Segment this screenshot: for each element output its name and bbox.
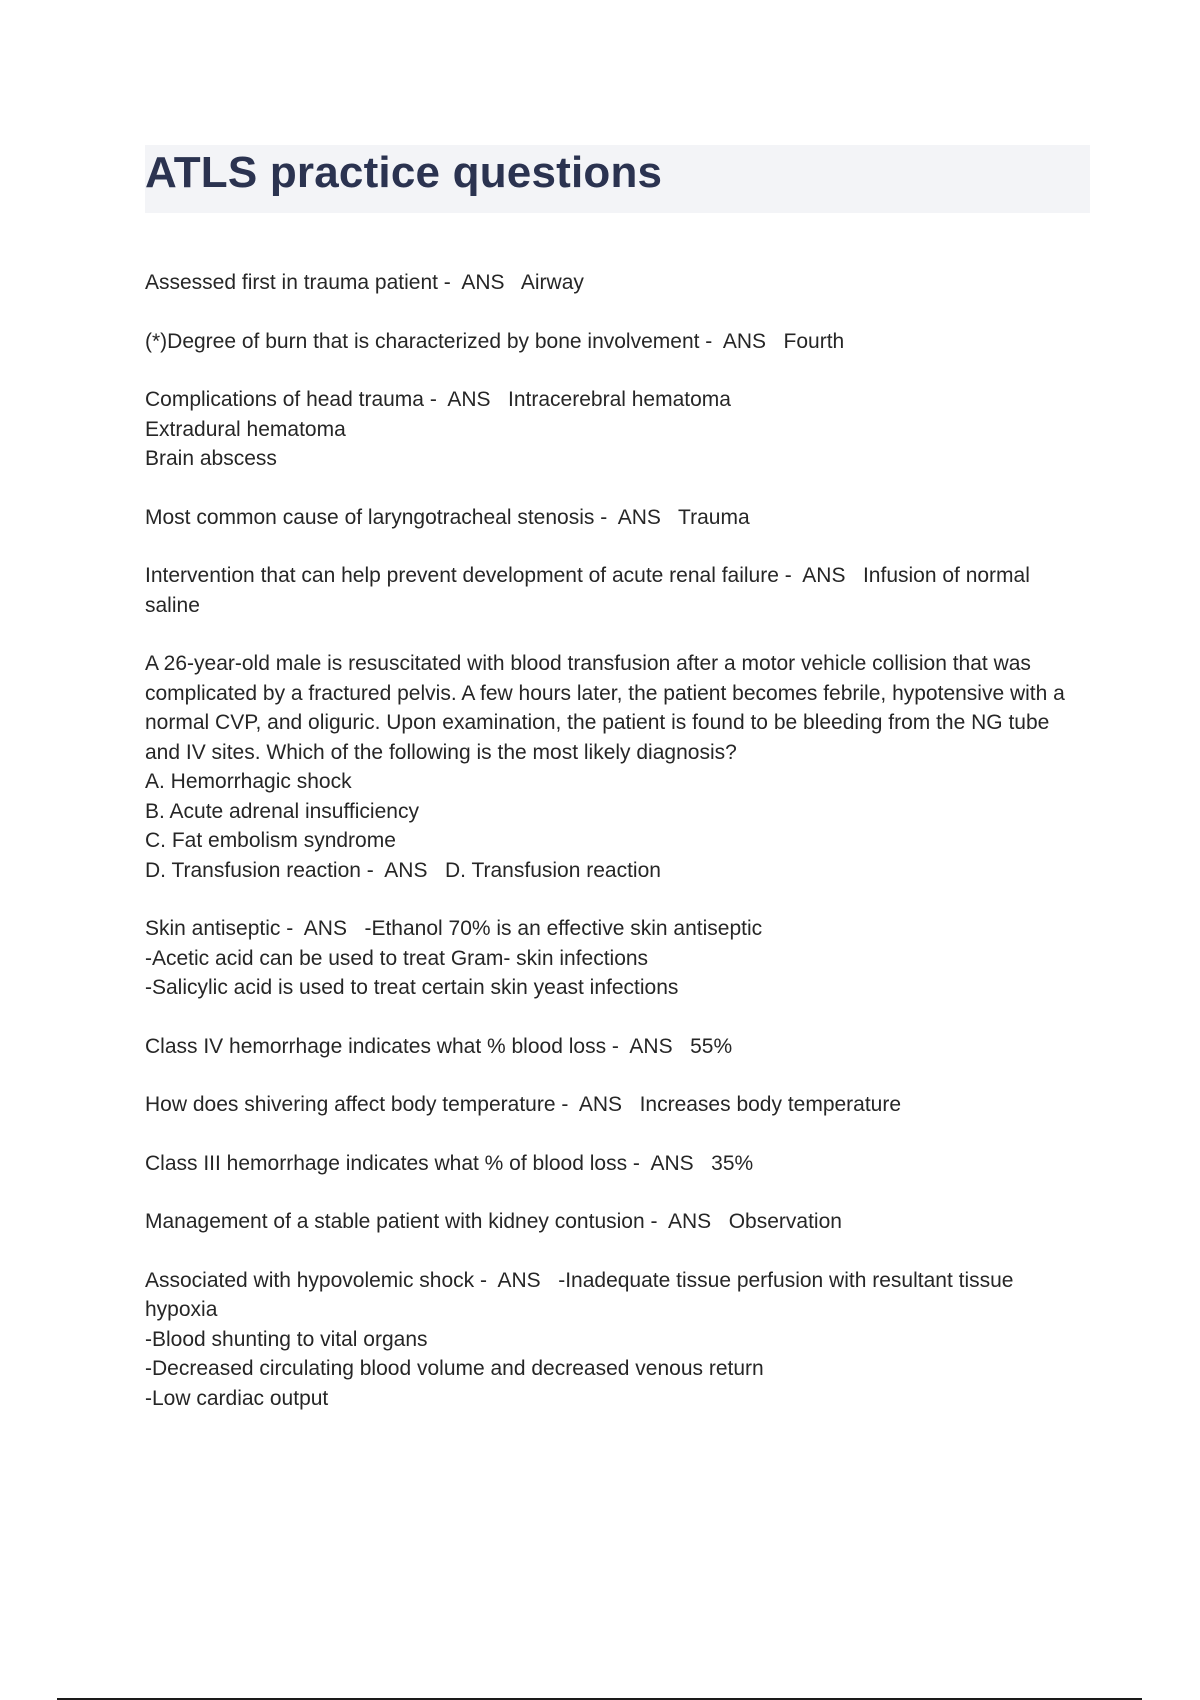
question-text: Most common cause of laryngotracheal stenosis -	[145, 505, 614, 529]
question-text: A 26-year-old male is resuscitated with blood transfusion after a motor vehicle collision that was complicated by a fractured pelvis. A few hours later, the patient becomes febrile, hypotensive with a normal CVP, and oliguric. Upon examination, the patient is found to be bleeding from the NG tube and IV sites. Which of the following is the most likely diagnosis?	[145, 652, 1071, 764]
answer-line: -Low cardiac output	[145, 1386, 329, 1410]
qa-list	[145, 268, 1090, 1442]
answer-line: -Acetic acid can be used to treat Gram- skin infections	[145, 946, 649, 970]
question-text: Skin antiseptic -	[145, 917, 300, 940]
option-line: A. Hemorrhagic shock	[145, 770, 352, 793]
page-title: ATLS practice questions	[145, 148, 663, 197]
question-text: Complications of head trauma -	[145, 388, 443, 411]
answer-text: Increases body temperature	[639, 1093, 902, 1116]
ans-label: ANS	[578, 1093, 623, 1116]
answer-text: Observation	[728, 1210, 842, 1233]
option-line: D. Transfusion reaction -	[145, 858, 380, 882]
ans-label: ANS	[384, 858, 428, 882]
answer-text: D. Transfusion reaction	[445, 858, 661, 882]
answer-text: 35%	[711, 1151, 754, 1175]
ans-label: ANS	[497, 1268, 541, 1292]
qa-item	[145, 1207, 1090, 1237]
question-text: Class IV hemorrhage indicates what % blood loss -	[145, 1034, 625, 1058]
qa-item	[145, 1090, 1090, 1120]
ans-label: ANS	[802, 564, 846, 587]
qa-item	[145, 503, 1090, 533]
ans-label: ANS	[650, 1151, 694, 1175]
qa-item	[145, 649, 1090, 885]
answer-line: -Salicylic acid is used to treat certain skin yeast infections	[145, 976, 679, 999]
question-text: Class III hemorrhage indicates what % of blood loss -	[145, 1151, 646, 1175]
answer-line: -Decreased circulating blood volume and decreased venous return	[145, 1357, 764, 1380]
answer-line: Extradural hematoma	[145, 417, 346, 441]
qa-item	[145, 385, 1090, 474]
ans-label: ANS	[668, 1210, 712, 1233]
qa-item	[145, 914, 1090, 1003]
ans-label: ANS	[303, 917, 347, 940]
answer-text: 55%	[690, 1034, 733, 1058]
qa-item	[145, 327, 1090, 357]
qa-item	[145, 561, 1090, 620]
ans-label: ANS	[617, 505, 661, 529]
option-line: B. Acute adrenal insufficiency	[145, 799, 419, 823]
ans-label: ANS	[722, 329, 766, 353]
answer-text: Airway	[520, 271, 584, 294]
question-text: Management of a stable patient with kidney contusion -	[145, 1210, 664, 1233]
answer-line: Brain abscess	[145, 447, 277, 470]
answer-text: Infusion of normal saline	[145, 564, 1036, 617]
question-text: (*)Degree of burn that is characterized by bone involvement -	[145, 329, 719, 353]
answer-text: Trauma	[678, 505, 750, 529]
option-line: C. Fat embolism syndrome	[145, 829, 396, 852]
answer-text: -Ethanol 70% is an effective skin antiseptic	[364, 917, 763, 940]
answer-line: -Blood shunting to vital organs	[145, 1327, 428, 1351]
ans-label: ANS	[447, 388, 491, 411]
question-text: How does shivering affect body temperature -	[145, 1093, 575, 1116]
ans-label: ANS	[629, 1034, 673, 1058]
qa-item	[145, 1266, 1090, 1414]
answer-text: Fourth	[783, 329, 845, 353]
answer-text: Intracerebral hematoma	[508, 388, 731, 411]
answer-text: -Inadequate tissue perfusion with resultant tissue hypoxia	[145, 1268, 1020, 1321]
qa-item	[145, 1032, 1090, 1062]
question-text: Intervention that can help prevent development of acute renal failure -	[145, 564, 798, 587]
qa-item	[145, 1149, 1090, 1179]
ans-label: ANS	[461, 271, 505, 294]
question-text: Associated with hypovolemic shock -	[145, 1268, 493, 1292]
qa-item	[145, 268, 1090, 298]
question-text: Assessed first in trauma patient -	[145, 271, 457, 294]
